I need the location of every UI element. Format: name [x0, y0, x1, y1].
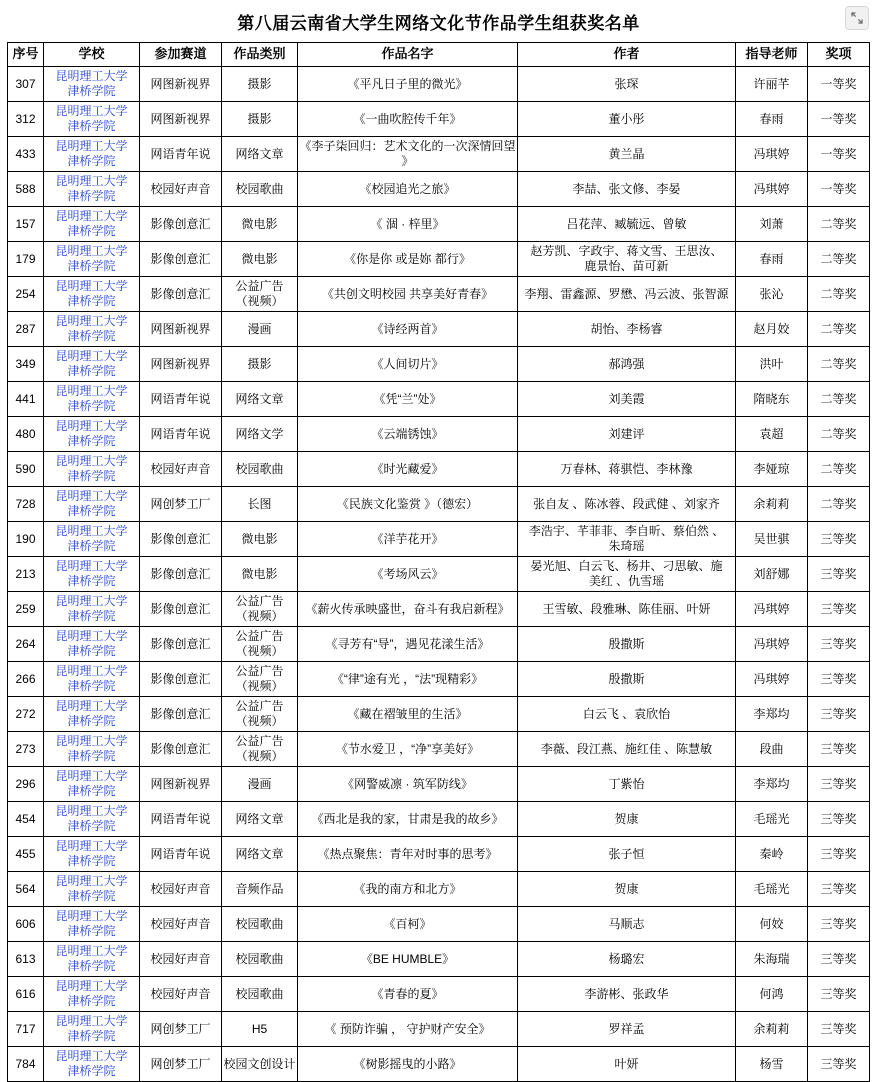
cell-work-name: 《民族文化鉴赏 》（德宏） [298, 487, 518, 522]
cell-index: 616 [8, 977, 44, 1012]
cell-work-name: 《人间切片》 [298, 347, 518, 382]
table-row [8, 732, 870, 767]
column-header-school: 学校 [44, 43, 140, 67]
cell-prize: 二等奖 [808, 347, 870, 382]
cell-prize: 三等奖 [808, 977, 870, 1012]
column-header-track: 参加赛道 [140, 43, 222, 67]
cell-work-name: 《校园追光之旅》 [298, 172, 518, 207]
table-row [8, 557, 870, 592]
cell-work-name: 《李子柒回归：艺术文化的一次深情回望 》 [298, 137, 518, 172]
table-row [8, 207, 870, 242]
cell-school: 昆明理工大学 津桥学院 [44, 137, 140, 172]
table-row [8, 242, 870, 277]
cell-category: 公益广告 （视频） [222, 732, 298, 767]
cell-index: 296 [8, 767, 44, 802]
cell-category: 漫画 [222, 767, 298, 802]
cell-prize: 三等奖 [808, 557, 870, 592]
cell-index: 259 [8, 592, 44, 627]
cell-author: 李喆、张文修、李晏 [518, 172, 736, 207]
cell-index: 213 [8, 557, 44, 592]
cell-author: 罗祥孟 [518, 1012, 736, 1047]
cell-index: 433 [8, 137, 44, 172]
cell-teacher: 许丽芊 [736, 67, 808, 102]
cell-track: 网图新视界 [140, 347, 222, 382]
cell-teacher: 冯琪婷 [736, 172, 808, 207]
cell-track: 影像创意汇 [140, 732, 222, 767]
cell-school: 昆明理工大学 津桥学院 [44, 382, 140, 417]
cell-category: 微电影 [222, 557, 298, 592]
table-row [8, 1047, 870, 1082]
cell-school: 昆明理工大学 津桥学院 [44, 557, 140, 592]
table-row [8, 312, 870, 347]
cell-track: 影像创意汇 [140, 242, 222, 277]
table-row [8, 102, 870, 137]
column-header-index: 序号 [8, 43, 44, 67]
cell-track: 网图新视界 [140, 67, 222, 102]
cell-author: 晏光旭、白云飞、杨井、刁思敏、施 美红 、仇雪瑶 [518, 557, 736, 592]
cell-teacher: 何鸿 [736, 977, 808, 1012]
cell-track: 影像创意汇 [140, 207, 222, 242]
cell-school: 昆明理工大学 津桥学院 [44, 732, 140, 767]
table-row [8, 137, 870, 172]
cell-track: 网语青年说 [140, 837, 222, 872]
cell-category: 公益广告 （视频） [222, 277, 298, 312]
cell-index: 606 [8, 907, 44, 942]
cell-work-name: 《寻芳有“导”，遇见花漾生活》 [298, 627, 518, 662]
cell-index: 266 [8, 662, 44, 697]
table-row [8, 767, 870, 802]
cell-category: 校园歌曲 [222, 942, 298, 977]
cell-prize: 一等奖 [808, 172, 870, 207]
cell-track: 校园好声音 [140, 942, 222, 977]
cell-author: 贺康 [518, 872, 736, 907]
cell-school: 昆明理工大学 津桥学院 [44, 102, 140, 137]
cell-author: 杨璐宏 [518, 942, 736, 977]
cell-work-name: 《 预防诈骗 ， 守护财产安全》 [298, 1012, 518, 1047]
table-row [8, 627, 870, 662]
column-header-category: 作品类别 [222, 43, 298, 67]
table-header-row [8, 43, 870, 67]
cell-prize: 三等奖 [808, 907, 870, 942]
cell-index: 349 [8, 347, 44, 382]
cell-school: 昆明理工大学 津桥学院 [44, 1012, 140, 1047]
cell-work-name: 《一曲吹腔传千年》 [298, 102, 518, 137]
cell-teacher: 杨雪 [736, 1047, 808, 1082]
cell-track: 校园好声音 [140, 977, 222, 1012]
table-row [8, 802, 870, 837]
cell-track: 网图新视界 [140, 312, 222, 347]
cell-author: 郝鸿强 [518, 347, 736, 382]
cell-track: 影像创意汇 [140, 557, 222, 592]
cell-teacher: 李郑均 [736, 767, 808, 802]
cell-category: 长图 [222, 487, 298, 522]
cell-category: 摄影 [222, 102, 298, 137]
cell-track: 影像创意汇 [140, 277, 222, 312]
cell-work-name: 《我的南方和北方》 [298, 872, 518, 907]
cell-work-name: 《百柯》 [298, 907, 518, 942]
cell-work-name: 《考场风云》 [298, 557, 518, 592]
table-row [8, 487, 870, 522]
cell-prize: 三等奖 [808, 697, 870, 732]
cell-index: 179 [8, 242, 44, 277]
cell-work-name: 《树影摇曳的小路》 [298, 1047, 518, 1082]
cell-prize: 一等奖 [808, 137, 870, 172]
cell-author: 白云飞 、袁欣怡 [518, 697, 736, 732]
cell-teacher: 冯琪婷 [736, 662, 808, 697]
cell-teacher: 袁超 [736, 417, 808, 452]
cell-track: 网图新视界 [140, 767, 222, 802]
column-header-prize: 奖项 [808, 43, 870, 67]
cell-category: 网络文章 [222, 837, 298, 872]
cell-author: 胡怡、李杨睿 [518, 312, 736, 347]
cell-category: 公益广告 （视频） [222, 592, 298, 627]
cell-prize: 二等奖 [808, 487, 870, 522]
table-row [8, 382, 870, 417]
cell-teacher: 秦岭 [736, 837, 808, 872]
table-row [8, 417, 870, 452]
cell-prize: 三等奖 [808, 802, 870, 837]
cell-teacher: 冯琪婷 [736, 592, 808, 627]
cell-author: 李翔、雷鑫源、罗懋、冯云波、张智源 [518, 277, 736, 312]
cell-teacher: 张沁 [736, 277, 808, 312]
cell-index: 455 [8, 837, 44, 872]
cell-school: 昆明理工大学 津桥学院 [44, 767, 140, 802]
cell-author: 黄兰晶 [518, 137, 736, 172]
cell-track: 校园好声音 [140, 172, 222, 207]
cell-prize: 三等奖 [808, 837, 870, 872]
cell-index: 307 [8, 67, 44, 102]
cell-school: 昆明理工大学 津桥学院 [44, 522, 140, 557]
cell-work-name: 《藏在褶皱里的生活》 [298, 697, 518, 732]
table-row [8, 872, 870, 907]
cell-work-name: 《薪火传承映盛世，奋斗有我启新程》 [298, 592, 518, 627]
cell-category: 音频作品 [222, 872, 298, 907]
cell-track: 网图新视界 [140, 102, 222, 137]
cell-index: 588 [8, 172, 44, 207]
cell-index: 480 [8, 417, 44, 452]
cell-index: 717 [8, 1012, 44, 1047]
expand-icon[interactable] [845, 6, 869, 30]
cell-prize: 二等奖 [808, 452, 870, 487]
table-row [8, 837, 870, 872]
cell-teacher: 余莉莉 [736, 487, 808, 522]
cell-category: 网络文章 [222, 137, 298, 172]
cell-prize: 三等奖 [808, 732, 870, 767]
cell-category: 校园歌曲 [222, 452, 298, 487]
cell-track: 影像创意汇 [140, 592, 222, 627]
cell-index: 264 [8, 627, 44, 662]
cell-teacher: 毛瑶光 [736, 872, 808, 907]
cell-teacher: 春雨 [736, 242, 808, 277]
cell-category: 微电影 [222, 522, 298, 557]
cell-index: 312 [8, 102, 44, 137]
cell-teacher: 段曲 [736, 732, 808, 767]
cell-work-name: 《西北是我的家，甘肃是我的故乡》 [298, 802, 518, 837]
cell-author: 张琛 [518, 67, 736, 102]
cell-track: 校园好声音 [140, 452, 222, 487]
cell-prize: 三等奖 [808, 1047, 870, 1082]
cell-author: 贺康 [518, 802, 736, 837]
cell-index: 254 [8, 277, 44, 312]
cell-track: 网创梦工厂 [140, 1012, 222, 1047]
cell-author: 叶妍 [518, 1047, 736, 1082]
cell-school: 昆明理工大学 津桥学院 [44, 907, 140, 942]
cell-category: 网络文章 [222, 802, 298, 837]
cell-teacher: 毛瑶光 [736, 802, 808, 837]
cell-school: 昆明理工大学 津桥学院 [44, 837, 140, 872]
cell-work-name: 《热点聚焦：青年对时事的思考》 [298, 837, 518, 872]
cell-prize: 二等奖 [808, 242, 870, 277]
cell-category: 校园歌曲 [222, 172, 298, 207]
cell-index: 613 [8, 942, 44, 977]
cell-prize: 一等奖 [808, 67, 870, 102]
cell-index: 190 [8, 522, 44, 557]
cell-teacher: 余莉莉 [736, 1012, 808, 1047]
cell-teacher: 朱海瑞 [736, 942, 808, 977]
cell-prize: 二等奖 [808, 207, 870, 242]
cell-school: 昆明理工大学 津桥学院 [44, 977, 140, 1012]
table-body [8, 67, 870, 1082]
cell-author: 王雪敏、段雅琳、陈佳丽、叶妍 [518, 592, 736, 627]
cell-school: 昆明理工大学 津桥学院 [44, 172, 140, 207]
cell-school: 昆明理工大学 津桥学院 [44, 67, 140, 102]
cell-category: H5 [222, 1012, 298, 1047]
table-row [8, 977, 870, 1012]
cell-teacher: 洪叶 [736, 347, 808, 382]
cell-author: 李游彬、张政华 [518, 977, 736, 1012]
cell-work-name: 《共创文明校园 共享美好青春》 [298, 277, 518, 312]
page-title: 第八届云南省大学生网络文化节作品学生组获奖名单 [237, 14, 640, 33]
cell-author: 李薇、段江燕、施红佳 、陈慧敏 [518, 732, 736, 767]
cell-index: 441 [8, 382, 44, 417]
cell-work-name: 《BE HUMBLE》 [298, 942, 518, 977]
cell-author: 殷撒斯 [518, 627, 736, 662]
cell-teacher: 李郑均 [736, 697, 808, 732]
cell-work-name: 《云端锈蚀》 [298, 417, 518, 452]
cell-school: 昆明理工大学 津桥学院 [44, 417, 140, 452]
cell-category: 校园歌曲 [222, 907, 298, 942]
cell-author: 万春林、蒋骐恺、李林豫 [518, 452, 736, 487]
cell-category: 校园歌曲 [222, 977, 298, 1012]
cell-category: 微电影 [222, 207, 298, 242]
cell-prize: 二等奖 [808, 382, 870, 417]
cell-track: 网创梦工厂 [140, 487, 222, 522]
cell-work-name: 《网警威凛 · 筑军防线》 [298, 767, 518, 802]
cell-school: 昆明理工大学 津桥学院 [44, 312, 140, 347]
cell-school: 昆明理工大学 津桥学院 [44, 242, 140, 277]
cell-category: 公益广告 （视频） [222, 697, 298, 732]
cell-prize: 三等奖 [808, 522, 870, 557]
table-row [8, 592, 870, 627]
cell-track: 网语青年说 [140, 802, 222, 837]
cell-work-name: 《 涸 · 梓里》 [298, 207, 518, 242]
cell-school: 昆明理工大学 津桥学院 [44, 662, 140, 697]
cell-work-name: 《时光藏爱》 [298, 452, 518, 487]
cell-teacher: 刘萧 [736, 207, 808, 242]
cell-index: 273 [8, 732, 44, 767]
cell-prize: 二等奖 [808, 417, 870, 452]
cell-index: 454 [8, 802, 44, 837]
cell-category: 漫画 [222, 312, 298, 347]
cell-school: 昆明理工大学 津桥学院 [44, 277, 140, 312]
cell-author: 丁紫怡 [518, 767, 736, 802]
cell-track: 网语青年说 [140, 382, 222, 417]
cell-teacher: 冯琪婷 [736, 627, 808, 662]
cell-category: 摄影 [222, 67, 298, 102]
cell-school: 昆明理工大学 津桥学院 [44, 942, 140, 977]
cell-school: 昆明理工大学 津桥学院 [44, 452, 140, 487]
column-header-work-name: 作品名字 [298, 43, 518, 67]
cell-track: 网创梦工厂 [140, 1047, 222, 1082]
cell-school: 昆明理工大学 津桥学院 [44, 592, 140, 627]
cell-track: 影像创意汇 [140, 697, 222, 732]
cell-index: 590 [8, 452, 44, 487]
cell-category: 网络文章 [222, 382, 298, 417]
cell-prize: 三等奖 [808, 662, 870, 697]
cell-track: 影像创意汇 [140, 662, 222, 697]
cell-work-name: 《凭“兰”处》 [298, 382, 518, 417]
cell-teacher: 刘舒娜 [736, 557, 808, 592]
cell-prize: 二等奖 [808, 312, 870, 347]
cell-teacher: 隋晓东 [736, 382, 808, 417]
table-row [8, 697, 870, 732]
cell-prize: 三等奖 [808, 1012, 870, 1047]
table-row [8, 942, 870, 977]
cell-school: 昆明理工大学 津桥学院 [44, 627, 140, 662]
cell-track: 影像创意汇 [140, 522, 222, 557]
cell-school: 昆明理工大学 津桥学院 [44, 207, 140, 242]
cell-work-name: 《平凡日子里的微光》 [298, 67, 518, 102]
cell-teacher: 李娅琼 [736, 452, 808, 487]
cell-teacher: 吴世骐 [736, 522, 808, 557]
cell-school: 昆明理工大学 津桥学院 [44, 802, 140, 837]
cell-teacher: 春雨 [736, 102, 808, 137]
cell-school: 昆明理工大学 津桥学院 [44, 1047, 140, 1082]
cell-school: 昆明理工大学 津桥学院 [44, 697, 140, 732]
cell-author: 赵芳凯、字政宇、蒋文雪、王思汝、 鹿景怡、苗可新 [518, 242, 736, 277]
table-row [8, 662, 870, 697]
cell-prize: 三等奖 [808, 872, 870, 907]
cell-author: 张子恒 [518, 837, 736, 872]
cell-teacher: 何姣 [736, 907, 808, 942]
cell-category: 摄影 [222, 347, 298, 382]
cell-track: 校园好声音 [140, 872, 222, 907]
cell-teacher: 赵月姣 [736, 312, 808, 347]
cell-author: 刘建评 [518, 417, 736, 452]
cell-index: 784 [8, 1047, 44, 1082]
cell-author: 董小彤 [518, 102, 736, 137]
table-row [8, 277, 870, 312]
table-row [8, 907, 870, 942]
cell-category: 微电影 [222, 242, 298, 277]
cell-track: 影像创意汇 [140, 627, 222, 662]
cell-prize: 三等奖 [808, 627, 870, 662]
cell-prize: 三等奖 [808, 592, 870, 627]
table-row [8, 67, 870, 102]
cell-track: 校园好声音 [140, 907, 222, 942]
cell-author: 李浩宇、芊菲菲、李自昕、蔡伯然 、 朱琦瑶 [518, 522, 736, 557]
award-list-table [7, 42, 870, 1082]
cell-category: 公益广告 （视频） [222, 662, 298, 697]
table-row [8, 347, 870, 382]
column-header-teacher: 指导老师 [736, 43, 808, 67]
cell-index: 564 [8, 872, 44, 907]
cell-author: 张自友 、陈冰蓉、段武健 、刘家齐 [518, 487, 736, 522]
cell-author: 殷撒斯 [518, 662, 736, 697]
cell-prize: 二等奖 [808, 277, 870, 312]
cell-work-name: 《青春的夏》 [298, 977, 518, 1012]
table-row [8, 1012, 870, 1047]
cell-prize: 三等奖 [808, 942, 870, 977]
cell-work-name: 《节水爱卫 ，“净”享美好》 [298, 732, 518, 767]
column-header-author: 作者 [518, 43, 736, 67]
cell-work-name: 《你是你 或是妳 都行》 [298, 242, 518, 277]
cell-author: 马顺志 [518, 907, 736, 942]
cell-school: 昆明理工大学 津桥学院 [44, 347, 140, 382]
cell-author: 吕花萍、臧毓远、曾敏 [518, 207, 736, 242]
cell-category: 校园文创设计 [222, 1047, 298, 1082]
cell-teacher: 冯琪婷 [736, 137, 808, 172]
cell-work-name: 《洋芋花开》 [298, 522, 518, 557]
cell-index: 287 [8, 312, 44, 347]
table-row [8, 172, 870, 207]
cell-track: 网语青年说 [140, 417, 222, 452]
cell-index: 272 [8, 697, 44, 732]
cell-index: 157 [8, 207, 44, 242]
cell-author: 刘美霞 [518, 382, 736, 417]
cell-school: 昆明理工大学 津桥学院 [44, 872, 140, 907]
table-row [8, 452, 870, 487]
cell-work-name: 《“律”途有光 ，“法”现精彩》 [298, 662, 518, 697]
cell-prize: 三等奖 [808, 767, 870, 802]
cell-school: 昆明理工大学 津桥学院 [44, 487, 140, 522]
cell-work-name: 《诗经两首》 [298, 312, 518, 347]
cell-category: 网络文学 [222, 417, 298, 452]
cell-category: 公益广告 （视频） [222, 627, 298, 662]
cell-prize: 一等奖 [808, 102, 870, 137]
table-row [8, 522, 870, 557]
cell-index: 728 [8, 487, 44, 522]
cell-track: 网语青年说 [140, 137, 222, 172]
